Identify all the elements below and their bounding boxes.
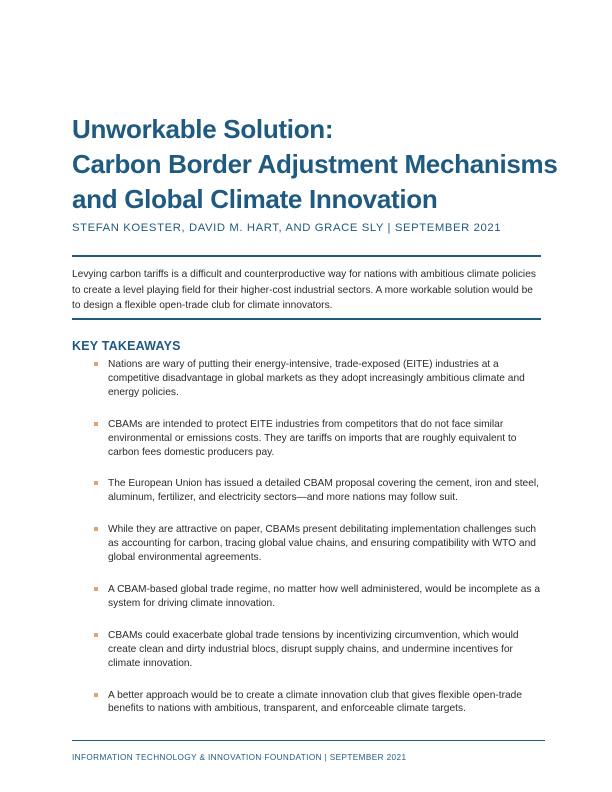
takeaway-text: CBAMs could exacerbate global trade tensions by incentivizing circumvention, which would create clean and dirty industrial blocs, disrupt supply chains, and undermine incentives for climate innovation.	[108, 629, 519, 669]
takeaway-text: The European Union has issued a detailed CBAM proposal covering the cement, iron and steel, aluminum, fertilizer, and electricity sectors—and more nations may follow suit.	[108, 478, 539, 504]
bullet-icon	[94, 587, 98, 591]
summary-top-rule	[72, 255, 541, 257]
bullet-icon	[94, 481, 98, 485]
takeaway-text: CBAMs are intended to protect EITE industries from competitors that do not face similar environmental or emissions costs. They are tariffs on imports that are roughly equivalent to carbon fees domestic producers pay.	[108, 418, 517, 458]
takeaway-item	[94, 418, 544, 460]
key-takeaways-list	[94, 358, 544, 734]
takeaway-text: Nations are wary of putting their energy-intensive, trade-exposed (EITE) industries at a competitive disadvantage in global markets as they adopt increasingly ambitious climate and energy policies.	[108, 359, 525, 398]
bullet-icon	[94, 527, 98, 531]
takeaway-item	[94, 583, 544, 611]
title-line-1: Unworkable Solution:	[72, 114, 334, 144]
takeaway-text: While they are attractive on paper, CBAMs present debilitating implementation challenges such as accounting for carbon, tracing global value chains, and ensuring compatibility with WTO and global environmental agreements.	[108, 524, 537, 564]
bullet-icon	[94, 693, 98, 697]
takeaway-text: A CBAM-based global trade regime, no matter how well administered, would be incomplete as a system for driving climate innovation.	[108, 583, 541, 609]
summary-paragraph: Levying carbon tariffs is a difficult and counterproductive way for nations with ambitious climate policies to create a level playing field for their higher-cost industrial sectors. A more workable solution would be to design a flexible open-trade club for climate innovators.	[72, 269, 536, 311]
takeaway-item	[94, 689, 544, 717]
footer-text: INFORMATION TECHNOLOGY & INNOVATION FOUNDATION | SEPTEMBER 2021	[72, 753, 407, 762]
authors-and-date: STEFAN KOESTER, DAVID M. HART, AND GRACE SLY | SEPTEMBER 2021	[72, 222, 502, 234]
document-title	[72, 112, 558, 217]
summary-bottom-rule	[72, 318, 541, 320]
takeaway-item	[94, 358, 544, 400]
takeaway-item	[94, 523, 544, 565]
takeaway-item	[94, 477, 544, 505]
title-line-2: Carbon Border Adjustment Mechanisms	[72, 149, 558, 179]
takeaway-text: A better approach would be to create a climate innovation club that gives flexible open-trade benefits to nations with ambitious, transparent, and enforceable climate targets.	[108, 689, 522, 715]
bullet-icon	[94, 633, 98, 637]
title-line-3: and Global Climate Innovation	[72, 184, 438, 214]
bullet-icon	[94, 362, 98, 366]
bullet-icon	[94, 422, 98, 426]
takeaway-item	[94, 629, 544, 671]
key-takeaways-heading: KEY TAKEAWAYS	[72, 339, 181, 353]
footer-rule	[72, 740, 545, 741]
